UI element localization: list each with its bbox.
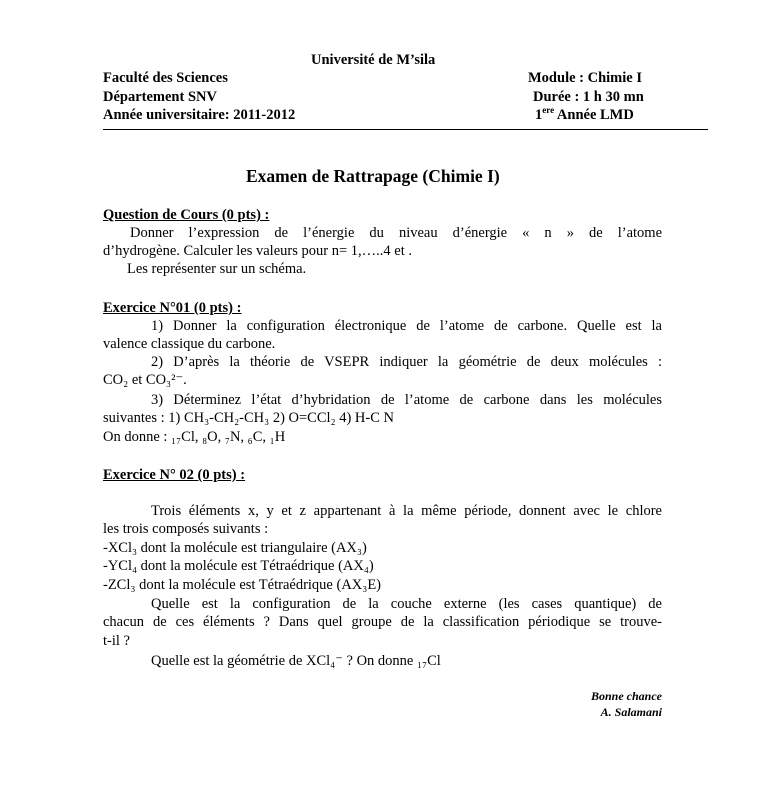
academic-year: Année universitaire: 2011-2012 [103,107,296,123]
exercise-1-line-3: 2) D’après la théorie de VSEPR indiquer la géométrie de deux molécules : [151,354,662,370]
exercise-2-line-4: -YCl₄ dont la molécule est Tétraédrique (AX₄) [103,558,374,574]
exercise-2-line-1: Trois éléments x, y et z appartenant à la même période, donnent avec le chlore [151,503,662,519]
author-name: A. Salamani [600,705,662,719]
department-label: Département SNV [103,89,217,105]
module-label: Module : Chimie I [528,70,642,86]
exercise-2-line-7: chacun de ces éléments ? Dans quel groupe de la classification périodique se trouve- [103,614,662,630]
level-label [535,107,634,124]
level-text: Année LMD [554,107,634,123]
exercise-1-line-4: CO₂ et CO₃²⁻. [103,372,187,388]
faculty-label: Faculté des Sciences [103,70,228,86]
level-superscript: ere [542,105,555,116]
course-question-line-2: d’hydrogène. Calculer les valeurs pour n= 1,…..4 et . [103,243,412,259]
exercise-1-heading: Exercice N°01 (0 pts) : [103,300,242,316]
level-number: 1 [535,107,543,123]
course-question-heading: Question de Cours (0 pts) : [103,207,270,223]
duration-label: Durée : 1 h 30 mn [533,89,644,105]
exercise-2-line-6: Quelle est la configuration de la couche externe (les cases quantique) de [151,596,662,612]
exercise-2-line-5: -ZCl₃ dont la molécule est Tétraédrique (AX₃E) [103,577,381,593]
exercise-2-line-9: Quelle est la géométrie de XCl₄⁻ ? On donne ₁₇Cl [151,653,441,669]
exercise-1-line-7: On donne : ₁₇Cl, ₈O, ₇N, ₆C, ₁H [103,429,286,445]
course-question-line-3: Les représenter sur un schéma. [127,261,307,277]
exercise-2-heading: Exercice N° 02 (0 pts) : [103,467,246,483]
exercise-1-line-5: 3) Déterminez l’état d’hybridation de l’atome de carbone dans les molécules [151,392,662,408]
exercise-1-line-1: 1) Donner la configuration électronique de l’atome de carbone. Quelle est la [151,318,662,334]
course-question-line-1: Donner l’expression de l’énergie du niveau d’énergie « n » de l’atome [130,225,662,241]
university-name: Université de M’sila [311,52,436,68]
good-luck-text: Bonne chance [590,689,662,703]
exercise-1-line-2: valence classique du carbone. [103,336,276,352]
exam-title: Examen de Rattrapage (Chimie I) [246,166,500,186]
exercise-2-line-3: -XCl₃ dont la molécule est triangulaire (AX₃) [103,540,367,556]
exercise-2-line-2: les trois composés suivants : [103,521,269,537]
exercise-1-line-6: suivantes : 1) CH₃-CH₂-CH₃ 2) O=CCl₂ 4) H-C N [103,410,394,426]
header-divider [103,129,708,130]
exercise-2-line-8: t-il ? [103,633,130,649]
